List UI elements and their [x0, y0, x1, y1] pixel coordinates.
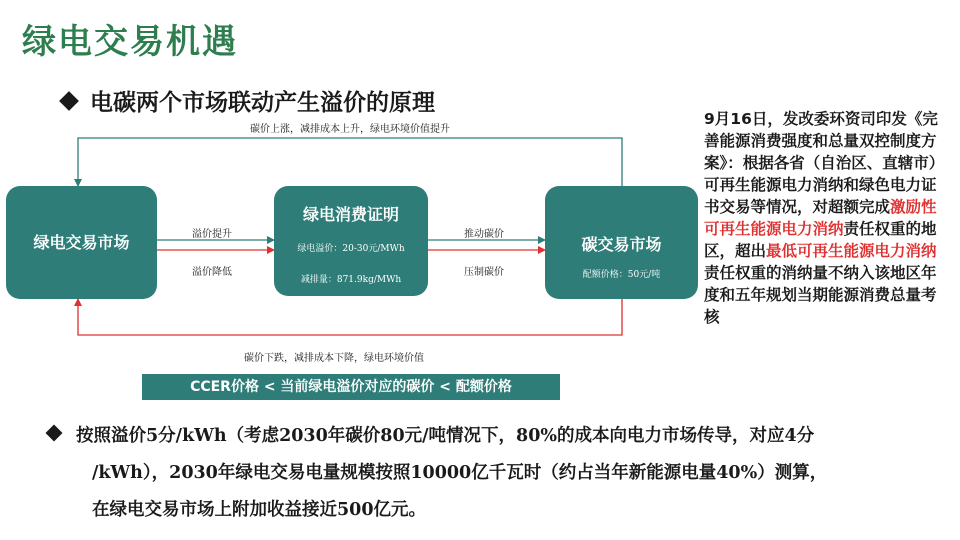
top-loop-arrow — [78, 138, 622, 186]
page-title: 绿电交易机遇 — [22, 22, 238, 62]
side-note-part1: 9月16日，发改委环资司印发《完善能源消费强度和总量双控制度方案》：根据各省（自治区、直辖市）可再生能源电力消纳和绿色电力证书交易等情况，对超额完成 — [704, 110, 945, 216]
premium-down-label: 溢价降低 — [192, 267, 232, 278]
bottom-line-2: /kWh），2030年绿电交易电量规模按照10000亿千瓦时（约占当年新能源电量40%）测算， — [92, 463, 828, 483]
diamond-bullet-icon — [46, 425, 63, 442]
green-consumption-cert-title: 绿电消费证明 — [302, 205, 399, 224]
premium-up-label: 溢价提升 — [192, 229, 232, 240]
quota-price-text: 配额价格：50元/吨 — [582, 270, 661, 280]
emission-reduction-text: 减排量：871.9kg/MWh — [300, 275, 402, 285]
green-trading-market-box — [6, 186, 157, 299]
push-carbon-label: 推动碳价 — [464, 229, 504, 240]
green-premium-text: 绿电溢价：20-30元/MWh — [297, 244, 405, 254]
bottom-loop-arrow — [78, 299, 622, 335]
price-relation-banner: CCER价格 < 当前绿电溢价对应的碳价 < 配额价格 — [142, 374, 560, 400]
bottom-line-1 — [48, 418, 948, 455]
carbon-market-title: 碳交易市场 — [581, 235, 662, 254]
side-note — [704, 108, 946, 328]
green-consumption-cert-box — [274, 186, 428, 296]
suppress-carbon-label: 压制碳价 — [464, 267, 504, 278]
green-trading-market-label: 绿电交易市场 — [33, 233, 130, 252]
side-note-part2: 责任权重的地区，超出 — [704, 220, 937, 260]
side-note-highlight1: 激励性可再生能源电力消纳 — [704, 198, 937, 238]
subtitle-text: 电碳两个市场联动产生溢价的原理 — [90, 90, 435, 116]
bottom-line-3: 在绿电交易市场上附加收益接近500亿元。 — [92, 500, 427, 520]
side-note-part3: 责任权重的消纳量不纳入该地区年度和五年规划当期能源消费总量考核 — [704, 264, 937, 326]
bottom-loop-label: 碳价下跌，减排成本下降，绿电环境价值 — [244, 353, 424, 364]
side-note-highlight2: 最低可再生能源电力消纳 — [766, 242, 937, 260]
bottom-line-1-text: 按照溢价5分/kWh（考虑2030年碳价80元/吨情况下，80%的成本向电力市场传导，对应4分 — [76, 426, 815, 446]
top-loop-label: 碳价上涨，减排成本上升，绿电环境价值提升 — [250, 124, 450, 135]
bottom-paragraph — [48, 418, 948, 529]
carbon-market-box — [545, 186, 698, 299]
